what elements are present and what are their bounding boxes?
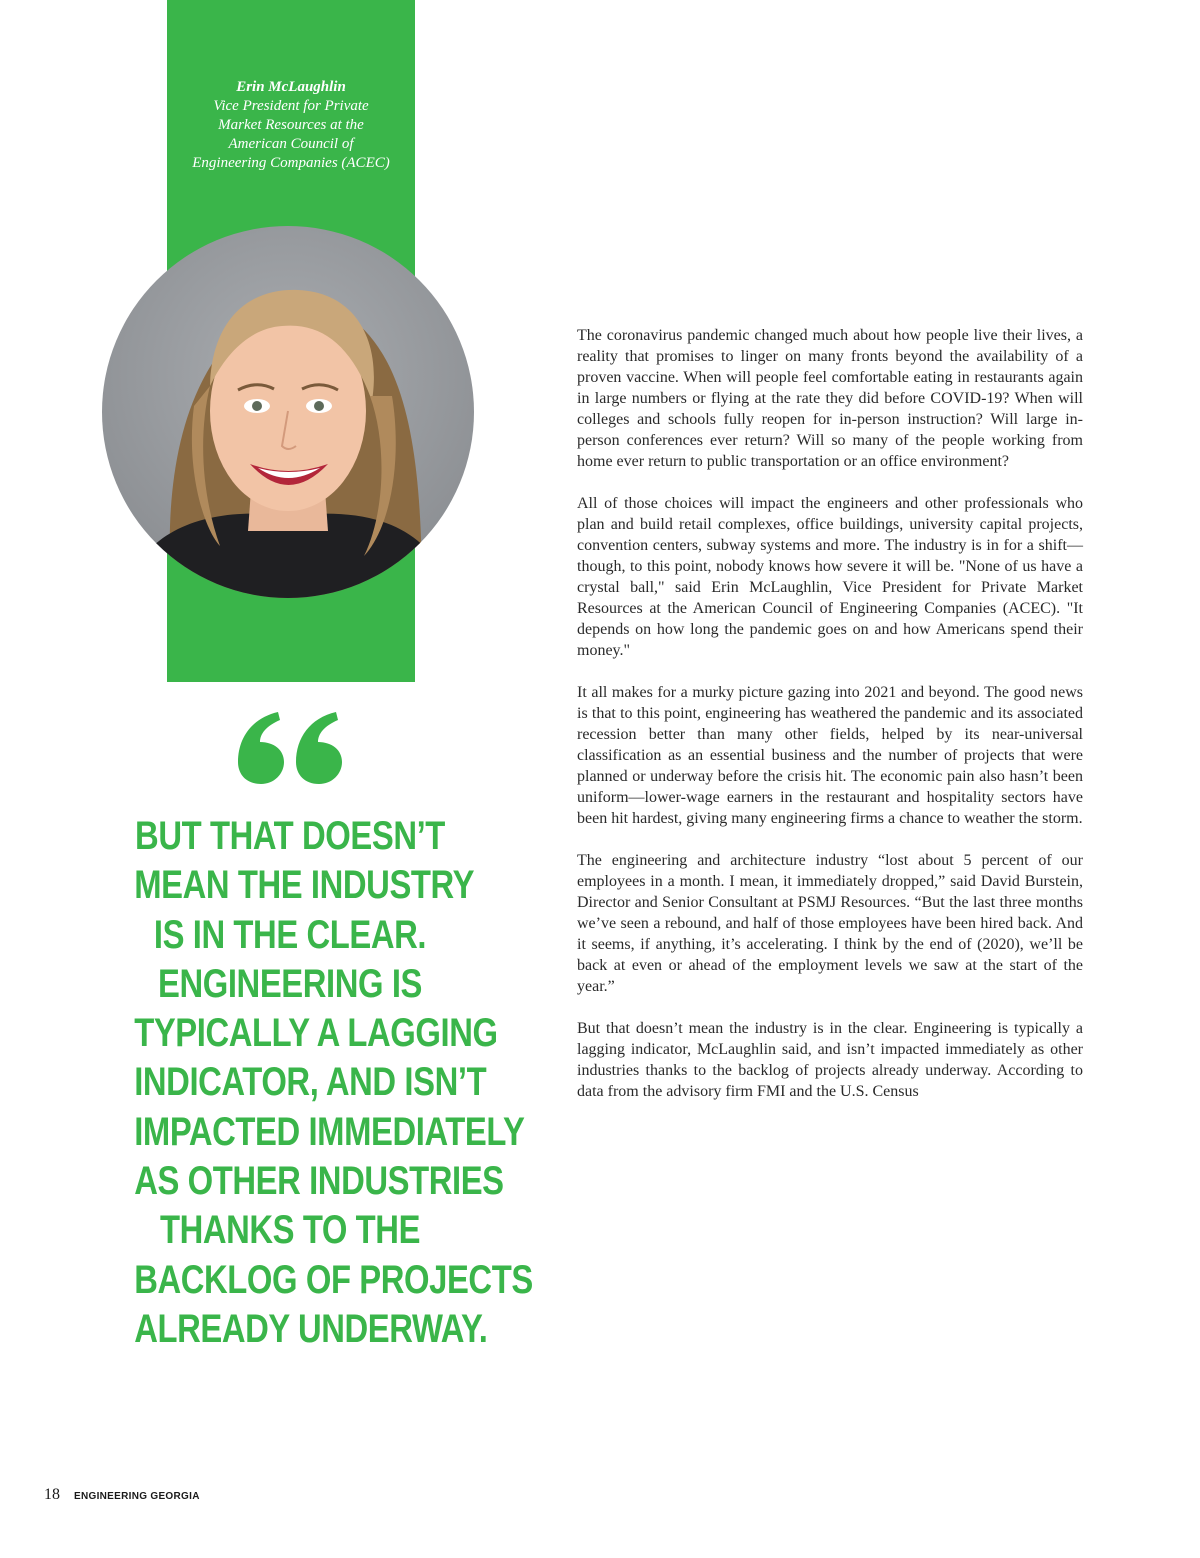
article-paragraph: All of those choices will impact the engineers and other professionals who plan and build retail complexes, office buildings, university capital projects, convention centers, subway systems and more. The industry is in for a shift—though, to this point, nobody knows how severe it will be. "None of us have a crystal ball," said Erin McLaughlin, Vice President for Private Market Resources at the American Council of Engineering Companies (ACEC). "It depends on how long the pandemic goes on and how Americans spend their money."	[577, 495, 1083, 659]
caption-line: Market Resources at the	[218, 117, 364, 133]
photo-caption	[167, 78, 415, 173]
pull-quote-line: INDICATOR, AND ISN’T	[134, 1060, 487, 1105]
pull-quote-line: ENGINEERING IS	[157, 961, 422, 1006]
article-paragraph: The coronavirus pandemic changed much about how people live their lives, a reality that promises to linger on many fronts beyond the availability of a proven vaccine. When will people feel comfortable eating in restaurants again in large numbers or flying at the rate they did before COVID-19? When will colleges and schools fully reopen for in-person instruction? Will large in-person conferences ever return? Will so many of the people working from home ever return to public transportation or an office environment?	[577, 327, 1083, 470]
quote-mark-icon	[230, 700, 350, 790]
page-number: 18	[44, 1486, 60, 1503]
caption-name: Erin McLaughlin	[236, 79, 346, 95]
caption-line: American Council of	[228, 136, 354, 152]
pull-quote-line: THANKS TO THE	[159, 1208, 421, 1253]
pull-quote-line: TYPICALLY A LAGGING	[134, 1011, 498, 1056]
magazine-title: ENGINEERING GEORGIA	[74, 1491, 200, 1502]
pull-quote-line: ALREADY UNDERWAY.	[134, 1306, 488, 1351]
portrait-illustration	[102, 226, 474, 598]
caption-line: Vice President for Private	[213, 98, 369, 114]
pull-quote-line: AS OTHER INDUSTRIES	[134, 1159, 504, 1204]
article-body	[577, 325, 1083, 1123]
page-footer	[44, 1486, 200, 1504]
article-paragraph: It all makes for a murky picture gazing into 2021 and beyond. The good news is that to this point, engineering has weathered the pandemic and its associated recession better than many other fields, helped by its near-universal classification as an essential business and the number of projects that were planned or underway before the crisis hit. The economic pain also hasn’t been uniform—lower-wage earners in the restaurant and hospitality sectors have been hit hardest, giving many engineering firms a chance to weather the storm.	[577, 684, 1083, 827]
pull-quote-line: MEAN THE INDUSTRY	[134, 863, 475, 908]
pull-quote-line: IS IN THE CLEAR.	[153, 912, 427, 957]
article-paragraph: The engineering and architecture industry “lost about 5 percent of our employees in a month. I mean, it immediately dropped,” said David Burstein, Director and Senior Consultant at PSMJ Resources. “But the last three months we’ve seen a rebound, and half of those employees have been hired back. And it seems, if anything, it’s accelerating. I think by the end of (2020), we’ll be back at even or ahead of the employment levels we saw at the start of the year.”	[577, 852, 1083, 995]
pull-quote-line: BUT THAT DOESN’T	[135, 814, 445, 858]
pull-quote	[134, 812, 533, 1354]
article-paragraph: But that doesn’t mean the industry is in the clear. Engineering is typically a lagging indicator, McLaughlin said, and isn’t impacted immediately as other industries thanks to the backlog of projects already underway. According to data from the advisory firm FMI and the U.S. Census	[577, 1020, 1083, 1100]
portrait-photo	[102, 226, 474, 598]
caption-line: Engineering Companies (ACEC)	[192, 155, 390, 171]
pull-quote-line: IMPACTED IMMEDIATELY	[134, 1109, 525, 1154]
pull-quote-line: BACKLOG OF PROJECTS	[134, 1257, 533, 1302]
